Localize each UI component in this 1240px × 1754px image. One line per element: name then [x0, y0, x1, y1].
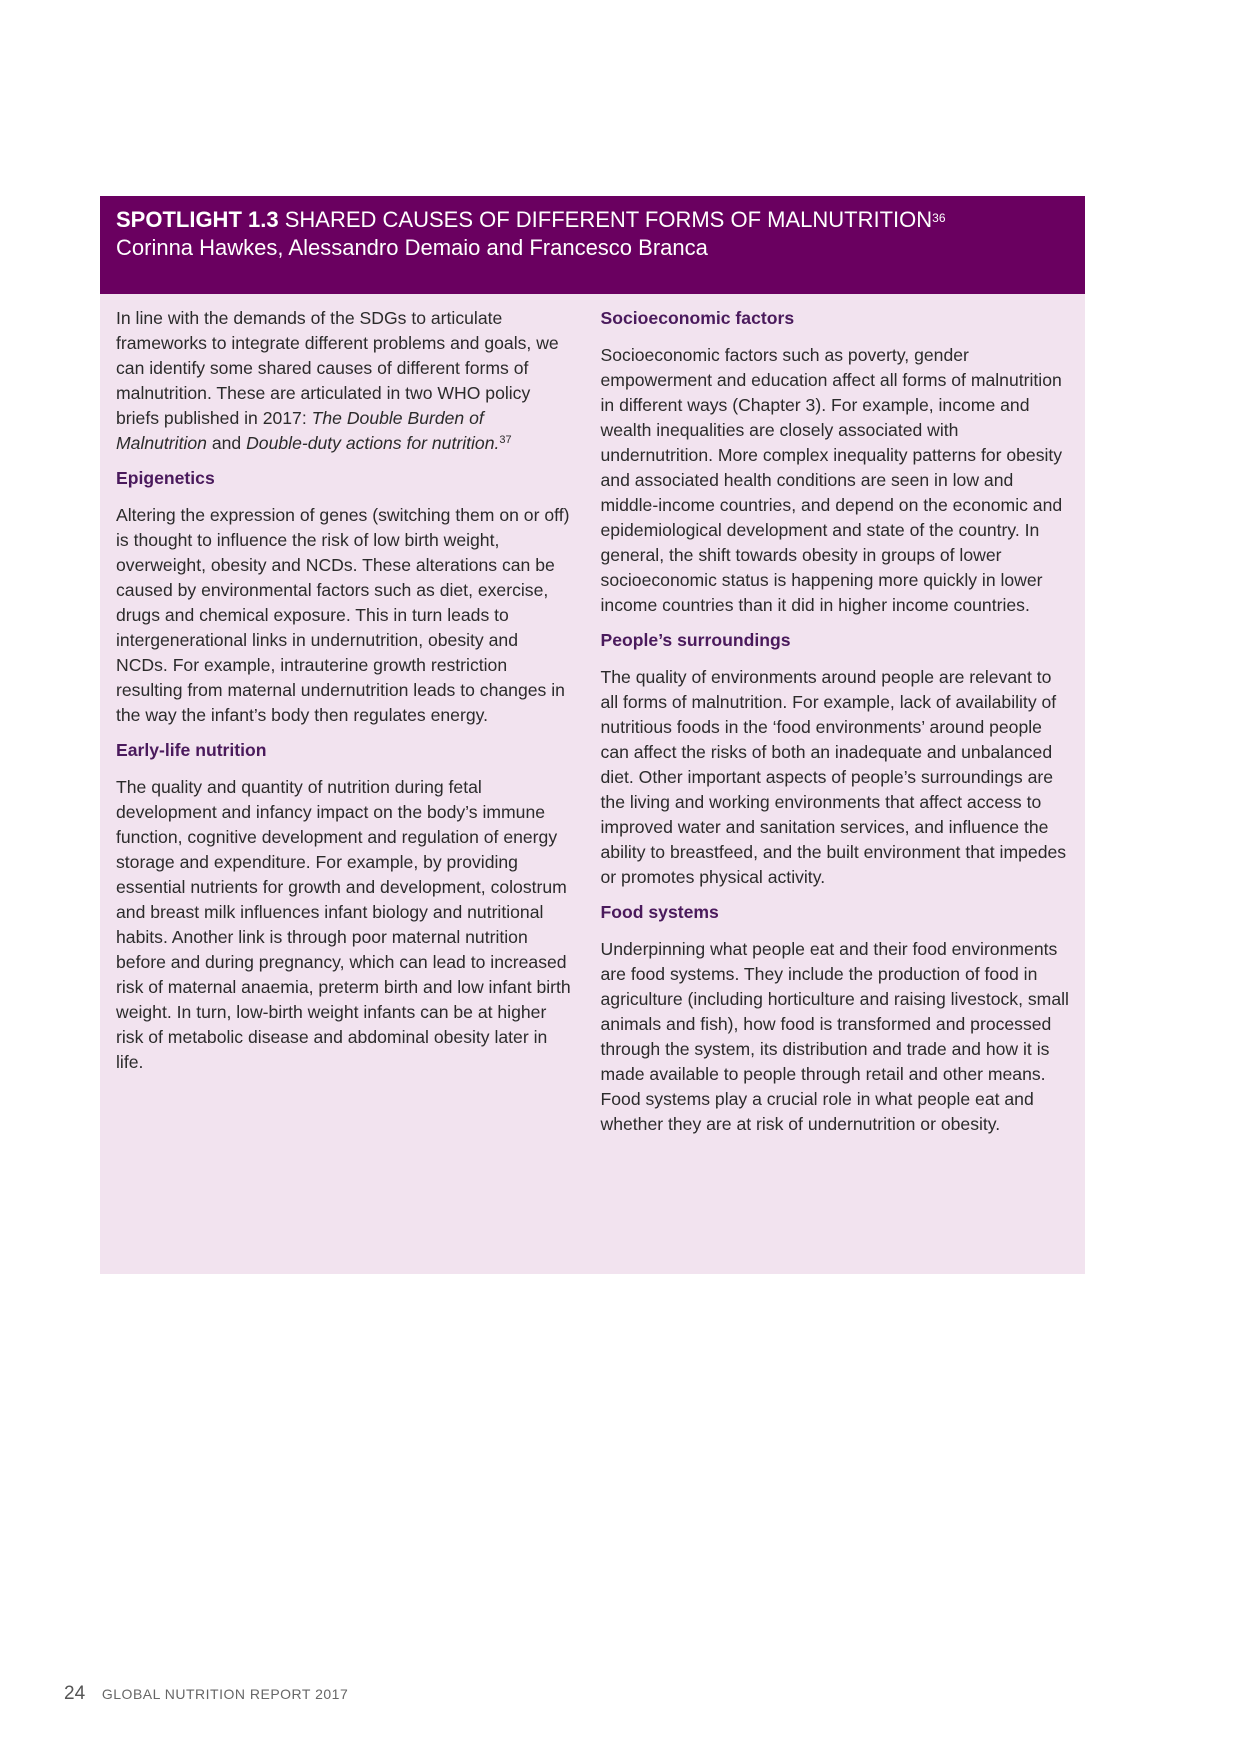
page-footer: [64, 1683, 348, 1705]
spotlight-title-line: [116, 206, 1069, 234]
spotlight-body: [100, 294, 1085, 1274]
epigenetics-paragraph: Altering the expression of genes (switching them on or off) is thought to influence the risk of low birth weight, overweight, obesity and NCDs. These alterations can be caused by environmental factors such as diet, exercise, drugs and chemical exposure. This in turn leads to intergenerational links in undernutrition, obesity and NCDs. For example, intrauterine growth restriction resulting from maternal undernutrition leads to changes in the way the infant’s body then regulates energy.: [116, 505, 570, 725]
spotlight-title: SHARED CAUSES OF DIFFERENT FORMS OF MALNUTRITION: [284, 207, 933, 232]
surroundings-heading: People’s surroundings: [600, 630, 791, 650]
spotlight-label: SPOTLIGHT 1.3: [116, 207, 279, 232]
page-number: 24: [64, 1683, 86, 1704]
food-systems-heading: Food systems: [600, 902, 719, 922]
intro-paragraph: [116, 306, 575, 456]
intro-italic-title-1: The Double Burden of Malnutrition: [116, 408, 484, 453]
socioeconomic-paragraph: Socioeconomic factors such as poverty, gender empowerment and education affect all forms of malnutrition in different ways (Chapter 3). For example, income and wealth inequalities are closely associated with undernutrition. More complex inequality patterns for obesity and associated health conditions are seen in low and middle-income countries, and depend on the economic and epidemiological development and state of the country. In general, the shift towards obesity in groups of lower socioeconomic status is happening more quickly in lower income countries than it did in higher income countries.: [600, 345, 1063, 615]
intro-italic-title-2: Double-duty actions for nutrition.: [246, 433, 500, 453]
early-life-paragraph: The quality and quantity of nutrition during fetal development and infancy impact on the body’s immune function, cognitive development and regulation of energy storage and expenditure. For example, by providing essential nutrients for growth and development, colostrum and breast milk influences infant biology and nutritional habits. Another link is through poor maternal nutrition before and during pregnancy, which can lead to increased risk of maternal anaemia, preterm birth and low infant birth weight. In turn, low-birth weight infants can be at higher risk of metabolic disease and abdominal obesity later in life.: [116, 777, 571, 1072]
intro-and: and: [206, 433, 247, 453]
intro-ref: 37: [499, 434, 512, 446]
food-systems-paragraph: Underpinning what people eat and their food environments are food systems. They include the production of food in agriculture (including horticulture and raising livestock, small animals and fish), how food is transformed and processed through the system, its distribution and trade and how it is made available to people through retail and other means. Food systems play a crucial role in what people eat and whether they are at risk of undernutrition or obesity.: [600, 939, 1069, 1134]
spotlight-header: [100, 196, 1085, 294]
spotlight-authors: Corinna Hawkes, Alessandro Demaio and Francesco Branca: [116, 235, 708, 260]
early-life-heading: Early-life nutrition: [116, 740, 267, 760]
publication-name: GLOBAL NUTRITION REPORT 2017: [101, 1686, 349, 1702]
intro-text: In line with the demands of the SDGs to articulate frameworks to integrate different problems and goals, we can identify some shared causes of different forms of malnutrition. These are articulated in two WHO policy briefs published in 2017:: [116, 308, 559, 428]
spotlight-title-ref: 36: [932, 211, 946, 225]
right-column: [601, 306, 1069, 1274]
socioeconomic-heading: Socioeconomic factors: [600, 308, 795, 328]
epigenetics-heading: Epigenetics: [116, 468, 215, 488]
spotlight-box: [100, 196, 1085, 1274]
surroundings-paragraph: The quality of environments around people are relevant to all forms of malnutrition. For example, lack of availability of nutritious foods in the ‘food environments’ around people can affect the risks of both an inadequate and unbalanced diet. Other important aspects of people’s surroundings are the living and working environments that affect access to improved water and sanitation services, and influence the ability to breastfeed, and the built environment that impedes or promotes physical activity.: [600, 667, 1067, 887]
left-column: [116, 306, 575, 1274]
